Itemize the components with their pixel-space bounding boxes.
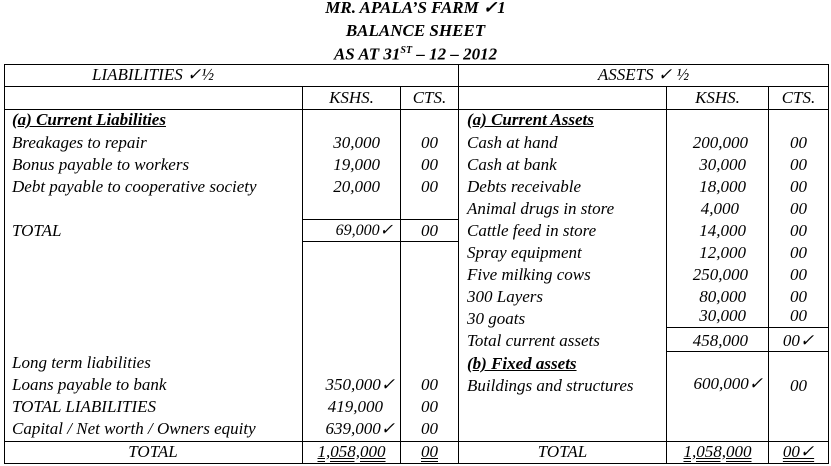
asset-section-a: (a) Current Assets	[467, 110, 594, 129]
asset-grand-total-kshs: 1,058,000	[683, 442, 752, 461]
asset-row-kshs: 12,000	[699, 243, 746, 262]
liab-total-rule-bottom	[302, 241, 458, 242]
liab-row-kshs: 20,000	[333, 177, 380, 196]
liab-col-kshs: KSHS.	[329, 88, 374, 107]
asset-row-cts: 00	[790, 287, 807, 306]
asset-row-cts: 00	[790, 376, 807, 395]
liab-row-kshs: 639,000✓	[325, 419, 395, 438]
liab-row-kshs: 30,000	[333, 133, 380, 152]
asset-row-kshs: 30,000	[699, 306, 746, 325]
liab-row-label: Loans payable to bank	[12, 375, 167, 394]
liab-row-kshs: 419,000	[327, 397, 383, 416]
liab-row-cts: 00	[421, 133, 438, 152]
asset-row-kshs: 250,000	[692, 265, 748, 284]
asset-row-kshs: 30,000	[699, 155, 746, 174]
asset-row-label: Buildings and structures	[467, 376, 634, 395]
asset-row-kshs: 14,000	[699, 221, 746, 240]
liab-total-rule-top	[302, 219, 458, 220]
asset-row-cts: 00	[790, 177, 807, 196]
liabilities-heading: LIABILITIES ✓½	[92, 65, 214, 84]
liab-row-label: Breakages to repair	[12, 133, 147, 152]
asset-row-label: Animal drugs in store	[467, 199, 615, 218]
table-center-divider	[458, 64, 459, 464]
assets-heading: ASSETS ✓ ½	[597, 65, 690, 84]
asset-row-cts: 00	[790, 243, 807, 262]
liab-row-cts: 00	[421, 397, 438, 416]
liab-total-kshs: 69,000✓	[335, 222, 393, 239]
asset-row-kshs: 4,000	[700, 199, 739, 218]
liab-row-label: TOTAL LIABILITIES	[12, 397, 157, 416]
liab-row-label: Capital / Net worth / Owners equity	[12, 419, 256, 438]
liab-row-label: Bonus payable to workers	[12, 155, 190, 174]
table-border-right	[828, 64, 829, 464]
liab-row-cts: 00	[421, 419, 438, 438]
liab-row-kshs: 350,000✓	[325, 375, 395, 394]
long-term-label: Long term liabilities	[12, 353, 151, 372]
asset-row-label: Cattle feed in store	[467, 221, 597, 240]
farm-title: MR. APALA’S FARM ✓1	[325, 0, 506, 17]
liab-row-cts: 00	[421, 177, 438, 196]
liab-grand-total-kshs: 1,058,000	[317, 442, 386, 461]
date-sup: ST	[400, 45, 413, 56]
liab-row-label: Debt payable to cooperative society	[12, 177, 257, 196]
asset-row-label: Debts receivable	[467, 177, 582, 196]
liab-col-cts: CTS.	[412, 88, 447, 107]
asset-subtotal-rule-bottom	[666, 351, 828, 352]
asset-row-cts: 00	[790, 306, 807, 325]
asset-col-kshs: KSHS.	[695, 88, 740, 107]
asset-subtotal-rule-top	[666, 327, 828, 328]
asset-row-kshs: 200,000	[692, 133, 748, 152]
asset-section-b: (b) Fixed assets	[467, 354, 577, 373]
liab-total-cts: 00	[421, 221, 438, 240]
asset-row-label: 30 goats	[467, 309, 526, 328]
date-prefix: AS AT 31	[333, 44, 401, 64]
asset-row-cts: 00	[790, 133, 807, 152]
date-suffix: – 12 – 2012	[412, 44, 498, 64]
liab-row-cts: 00	[421, 375, 438, 394]
asset-col-cts: CTS.	[781, 88, 816, 107]
asset-row-label: Five milking cows	[467, 265, 591, 284]
asset-row-cts: 00	[790, 221, 807, 240]
asset-subtotal-cts: 00✓	[782, 331, 815, 350]
asset-row-cts: 00	[790, 155, 807, 174]
asset-row-label: Cash at bank	[467, 155, 557, 174]
document-title: BALANCE SHEET	[345, 21, 486, 40]
date-line	[0, 41, 831, 65]
asset-row-label: Spray equipment	[467, 243, 582, 262]
liab-section-a: (a) Current Liabilities	[12, 110, 166, 129]
liab-row-kshs: 19,000	[333, 155, 380, 174]
asset-row-cts: 00	[790, 199, 807, 218]
liab-row-cts: 00	[421, 155, 438, 174]
liab-grand-total-cts: 00	[421, 442, 438, 461]
header-rule	[4, 86, 829, 87]
table-border-left	[4, 64, 5, 464]
asset-subtotal-label: Total current assets	[467, 331, 600, 350]
table-border-bottom	[4, 463, 829, 464]
asset-subtotal-kshs: 458,000	[692, 331, 748, 350]
asset-row-kshs: 80,000	[699, 287, 746, 306]
asset-row-kshs: 600,000✓	[693, 374, 763, 393]
asset-grand-total-cts: 00✓	[782, 442, 815, 461]
asset-row-label: Cash at hand	[467, 133, 558, 152]
asset-row-cts: 00	[790, 265, 807, 284]
asset-row-label: 300 Layers	[467, 287, 544, 306]
asset-grand-total-label: TOTAL	[537, 442, 588, 461]
liab-grand-total-label: TOTAL	[128, 442, 178, 461]
asset-row-kshs: 18,000	[699, 177, 746, 196]
liab-total-label: TOTAL	[12, 221, 62, 240]
